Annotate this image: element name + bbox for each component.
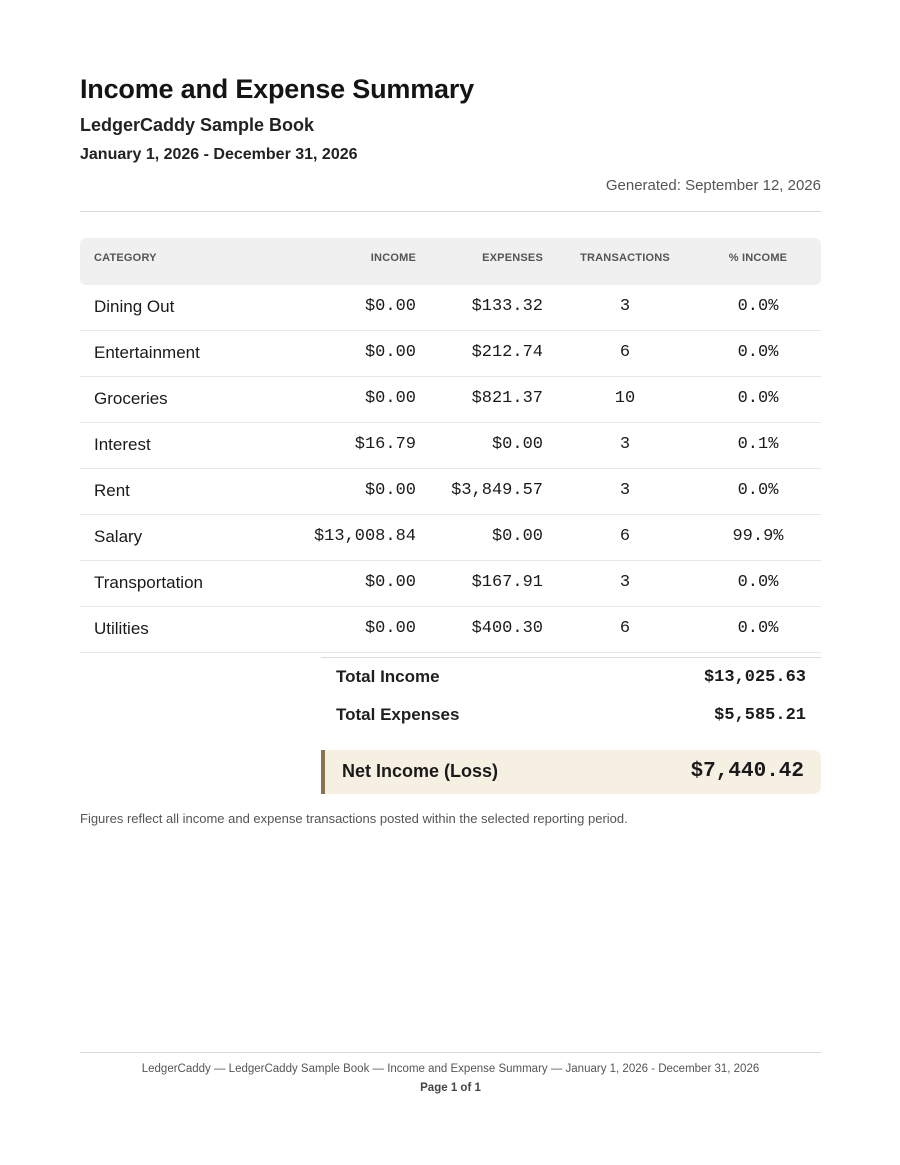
income-cell: $0.00 [364, 619, 416, 638]
table-row [80, 561, 821, 607]
header-divider [80, 211, 821, 212]
table-row [80, 285, 821, 331]
percent-income-cell: 0.0% [737, 619, 779, 638]
category-cell: Transportation [94, 573, 203, 592]
transactions-cell: 3 [619, 435, 631, 454]
total-income-label: Total Income [336, 667, 440, 686]
transactions-cell: 3 [619, 481, 631, 500]
expenses-cell: $821.37 [471, 389, 543, 408]
total-income-value: $13,025.63 [703, 668, 806, 687]
income-cell: $0.00 [364, 573, 416, 592]
percent-income-cell: 0.0% [737, 343, 779, 362]
column-header-transactions: TRANSACTIONS [580, 252, 670, 264]
column-header-income: INCOME [370, 252, 416, 264]
transactions-cell: 10 [614, 389, 636, 408]
net-income-box [321, 750, 821, 794]
table-row [80, 469, 821, 515]
report-note: Figures reflect all income and expense transactions posted within the selected reporting period. [80, 811, 628, 826]
column-header-expenses: EXPENSES [482, 252, 543, 264]
percent-income-cell: 0.0% [737, 573, 779, 592]
report-page [80, 0, 821, 1165]
net-income-value: $7,440.42 [690, 760, 804, 783]
table-row [80, 607, 821, 653]
table-row [80, 423, 821, 469]
category-cell: Utilities [94, 619, 149, 638]
category-cell: Rent [94, 481, 130, 500]
category-cell: Entertainment [94, 343, 200, 362]
expenses-cell: $212.74 [471, 343, 543, 362]
column-header-percent-income: % INCOME [728, 252, 788, 264]
report-title: Income and Expense Summary [80, 74, 474, 104]
transactions-cell: 3 [619, 573, 631, 592]
income-cell: $13,008.84 [313, 527, 416, 546]
table-row [80, 331, 821, 377]
transactions-cell: 6 [619, 527, 631, 546]
page-number: Page 1 of 1 [420, 1082, 481, 1094]
transactions-cell: 3 [619, 297, 631, 316]
category-cell: Salary [94, 527, 143, 546]
generated-date: Generated: September 12, 2026 [605, 177, 821, 194]
category-cell: Dining Out [94, 297, 175, 316]
total-income-line [321, 658, 821, 696]
income-cell: $0.00 [364, 389, 416, 408]
column-header-category: CATEGORY [94, 252, 157, 264]
expenses-cell: $0.00 [491, 435, 543, 454]
income-cell: $0.00 [364, 297, 416, 316]
income-cell: $0.00 [364, 481, 416, 500]
book-name: LedgerCaddy Sample Book [80, 115, 315, 135]
percent-income-cell: 99.9% [732, 527, 784, 546]
percent-income-cell: 0.0% [737, 481, 779, 500]
report-period: January 1, 2026 - December 31, 2026 [80, 146, 358, 163]
table-row [80, 377, 821, 423]
expenses-cell: $400.30 [471, 619, 543, 638]
totals-section [321, 657, 821, 734]
summary-table [80, 238, 821, 653]
transactions-cell: 6 [619, 343, 631, 362]
total-expenses-label: Total Expenses [336, 705, 460, 724]
expenses-cell: $0.00 [491, 527, 543, 546]
percent-income-cell: 0.1% [737, 435, 779, 454]
expenses-cell: $167.91 [471, 573, 543, 592]
expenses-cell: $3,849.57 [451, 481, 543, 500]
percent-income-cell: 0.0% [737, 389, 779, 408]
expenses-cell: $133.32 [471, 297, 543, 316]
category-cell: Groceries [94, 389, 168, 408]
total-expenses-value: $5,585.21 [714, 706, 806, 725]
footer-text: LedgerCaddy — LedgerCaddy Sample Book — Income and Expense Summary — January 1, 2026 - December 31, 2026 [141, 1063, 760, 1075]
percent-income-cell: 0.0% [737, 297, 779, 316]
table-row [80, 515, 821, 561]
footer-divider [80, 1052, 821, 1053]
income-cell: $16.79 [354, 435, 416, 454]
transactions-cell: 6 [619, 619, 631, 638]
table-header [80, 238, 821, 285]
net-income-label: Net Income (Loss) [342, 761, 499, 781]
total-expenses-line [321, 696, 821, 734]
income-cell: $0.00 [364, 343, 416, 362]
category-cell: Interest [94, 435, 151, 454]
